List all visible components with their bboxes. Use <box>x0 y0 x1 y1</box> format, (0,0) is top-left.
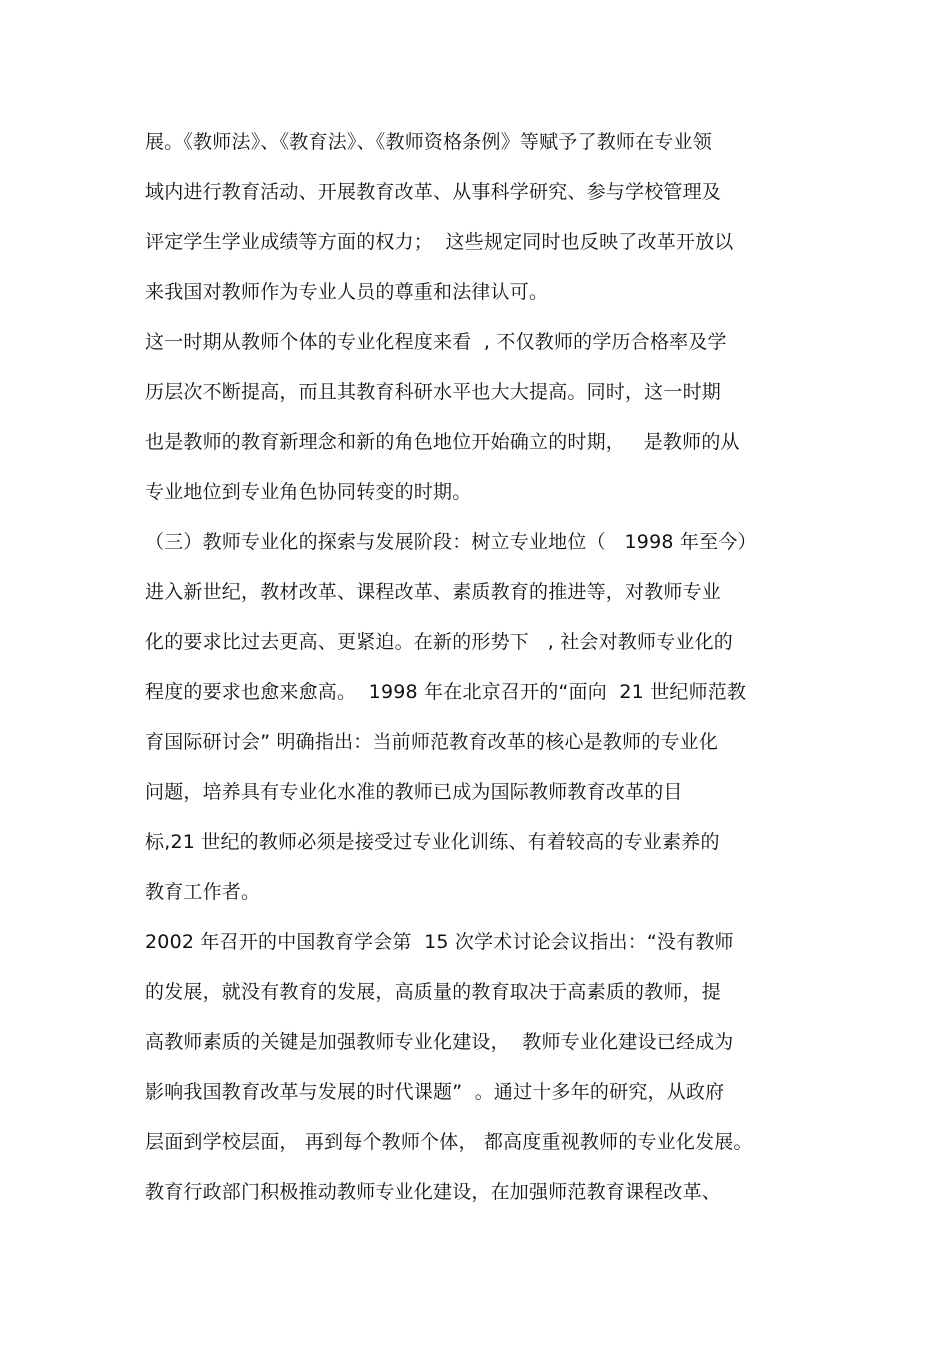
text-line: 进入新世纪，教材改革、课程改革、素质教育的推进等，对教师专业 <box>145 581 722 603</box>
section-heading: （三）教师专业化的探索与发展阶段：树立专业地位（ 1998 年至今） <box>145 531 757 553</box>
text-line: 域内进行教育活动、开展教育改革、从事科学研究、参与学校管理及 <box>145 181 722 203</box>
text-line: 展。《教师法》、《教育法》、《教师资格条例》等赋予了教师在专业领 <box>145 131 712 153</box>
text-line: 层面到学校层面， 再到每个教师个体， 都高度重视教师的专业化发展。 <box>145 1131 753 1153</box>
text-line: 的发展，就没有教育的发展，高质量的教育取决于高素质的教师，提 <box>145 981 722 1003</box>
text-line: 也是教师的教育新理念和新的角色地位开始确立的时期， 是教师的从 <box>145 431 740 453</box>
text-line: 教育工作者。 <box>145 881 261 903</box>
text-line: 2002 年召开的中国教育学会第 15 次学术讨论会议指出：“没有教师 <box>145 931 734 953</box>
text-line: 来我国对教师作为专业人员的尊重和法律认可。 <box>145 281 549 303</box>
text-line: 程度的要求也愈来愈高。 1998 年在北京召开的“面向 21 世纪师范教 <box>145 681 747 703</box>
text-line: 这一时期从教师个体的专业化程度来看 , 不仅教师的学历合格率及学 <box>145 331 727 353</box>
text-line: 教育行政部门积极推动教师专业化建设，在加强师范教育课程改革、 <box>145 1181 722 1203</box>
text-line: 评定学生学业成绩等方面的权力； 这些规定同时也反映了改革开放以 <box>145 231 734 253</box>
text-line: 标,21 世纪的教师必须是接受过专业化训练、有着较高的专业素养的 <box>145 831 720 853</box>
text-line: 影响我国教育改革与发展的时代课题” 。通过十多年的研究，从政府 <box>145 1081 725 1103</box>
text-line: 专业地位到专业角色协同转变的时期。 <box>145 481 472 503</box>
text-line: 问题，培养具有专业化水准的教师已成为国际教师教育改革的目 <box>145 781 683 803</box>
text-line: 化的要求比过去更高、更紧迫。在新的形势下 , 社会对教师专业化的 <box>145 631 733 653</box>
text-line: 高教师素质的关键是加强教师专业化建设， 教师专业化建设已经成为 <box>145 1031 734 1053</box>
text-line: 历层次不断提高，而且其教育科研水平也大大提高。同时，这一时期 <box>145 381 722 403</box>
text-line: 育国际研讨会” 明确指出：当前师范教育改革的核心是教师的专业化 <box>145 731 719 753</box>
